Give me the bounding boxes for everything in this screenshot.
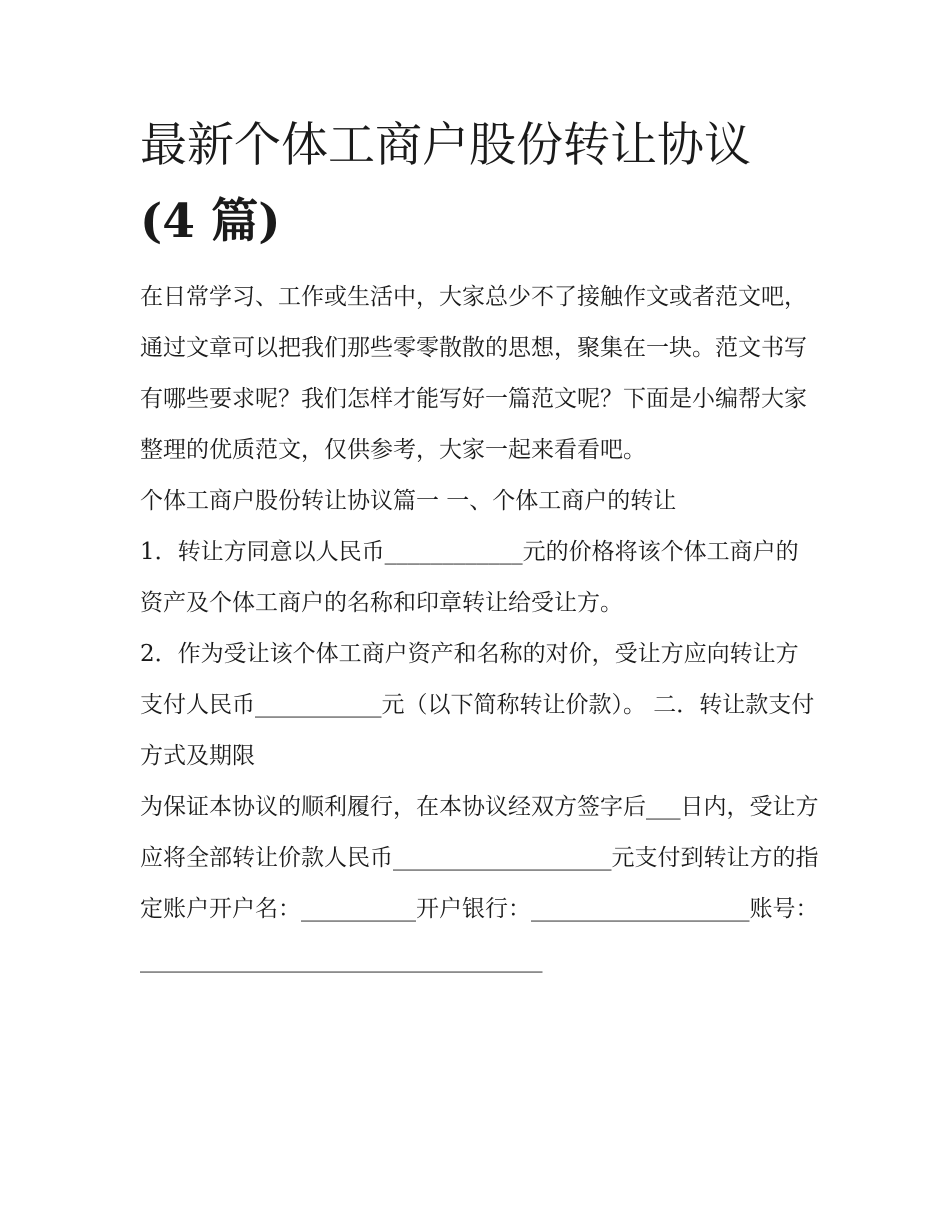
title-sub: (4 篇) (140, 194, 281, 249)
payment-paragraph: 为保证本协议的顺利履行，在本协议经双方签字后___日内，受让方应将全部转让价款人民币___________________元支付到转让方的指定账户开户名：__________开户银行：___________________账号：___________________________________ (140, 794, 819, 973)
section-heading: 个体工商户股份转让协议篇一 一、个体工商户的转让 (140, 488, 677, 514)
document-title (140, 108, 820, 260)
clause-2-paragraph: 2．作为受让该个体工商户资产和名称的对价，受让方应向转让方支付人民币___________元（以下简称转让价款）。 二．转让款支付方式及期限 (140, 641, 815, 769)
intro-paragraph: 在日常学习、工作或生活中，大家总少不了接触作文或者范文吧，通过文章可以把我们那些零零散散的思想，聚集在一块。范文书写有哪些要求呢？我们怎样才能写好一篇范文呢？下面是小编帮大家整理的优质范文，仅供参考，大家一起来看看吧。 (140, 284, 807, 463)
clause-1-paragraph: 1．转让方同意以人民币____________元的价格将该个体工商户的资产及个体工商户的名称和印章转让给受让方。 (140, 539, 799, 616)
document-body (140, 272, 820, 986)
title-main: 最新个体工商户股份转让协议 (140, 118, 751, 173)
document-page (140, 108, 820, 986)
